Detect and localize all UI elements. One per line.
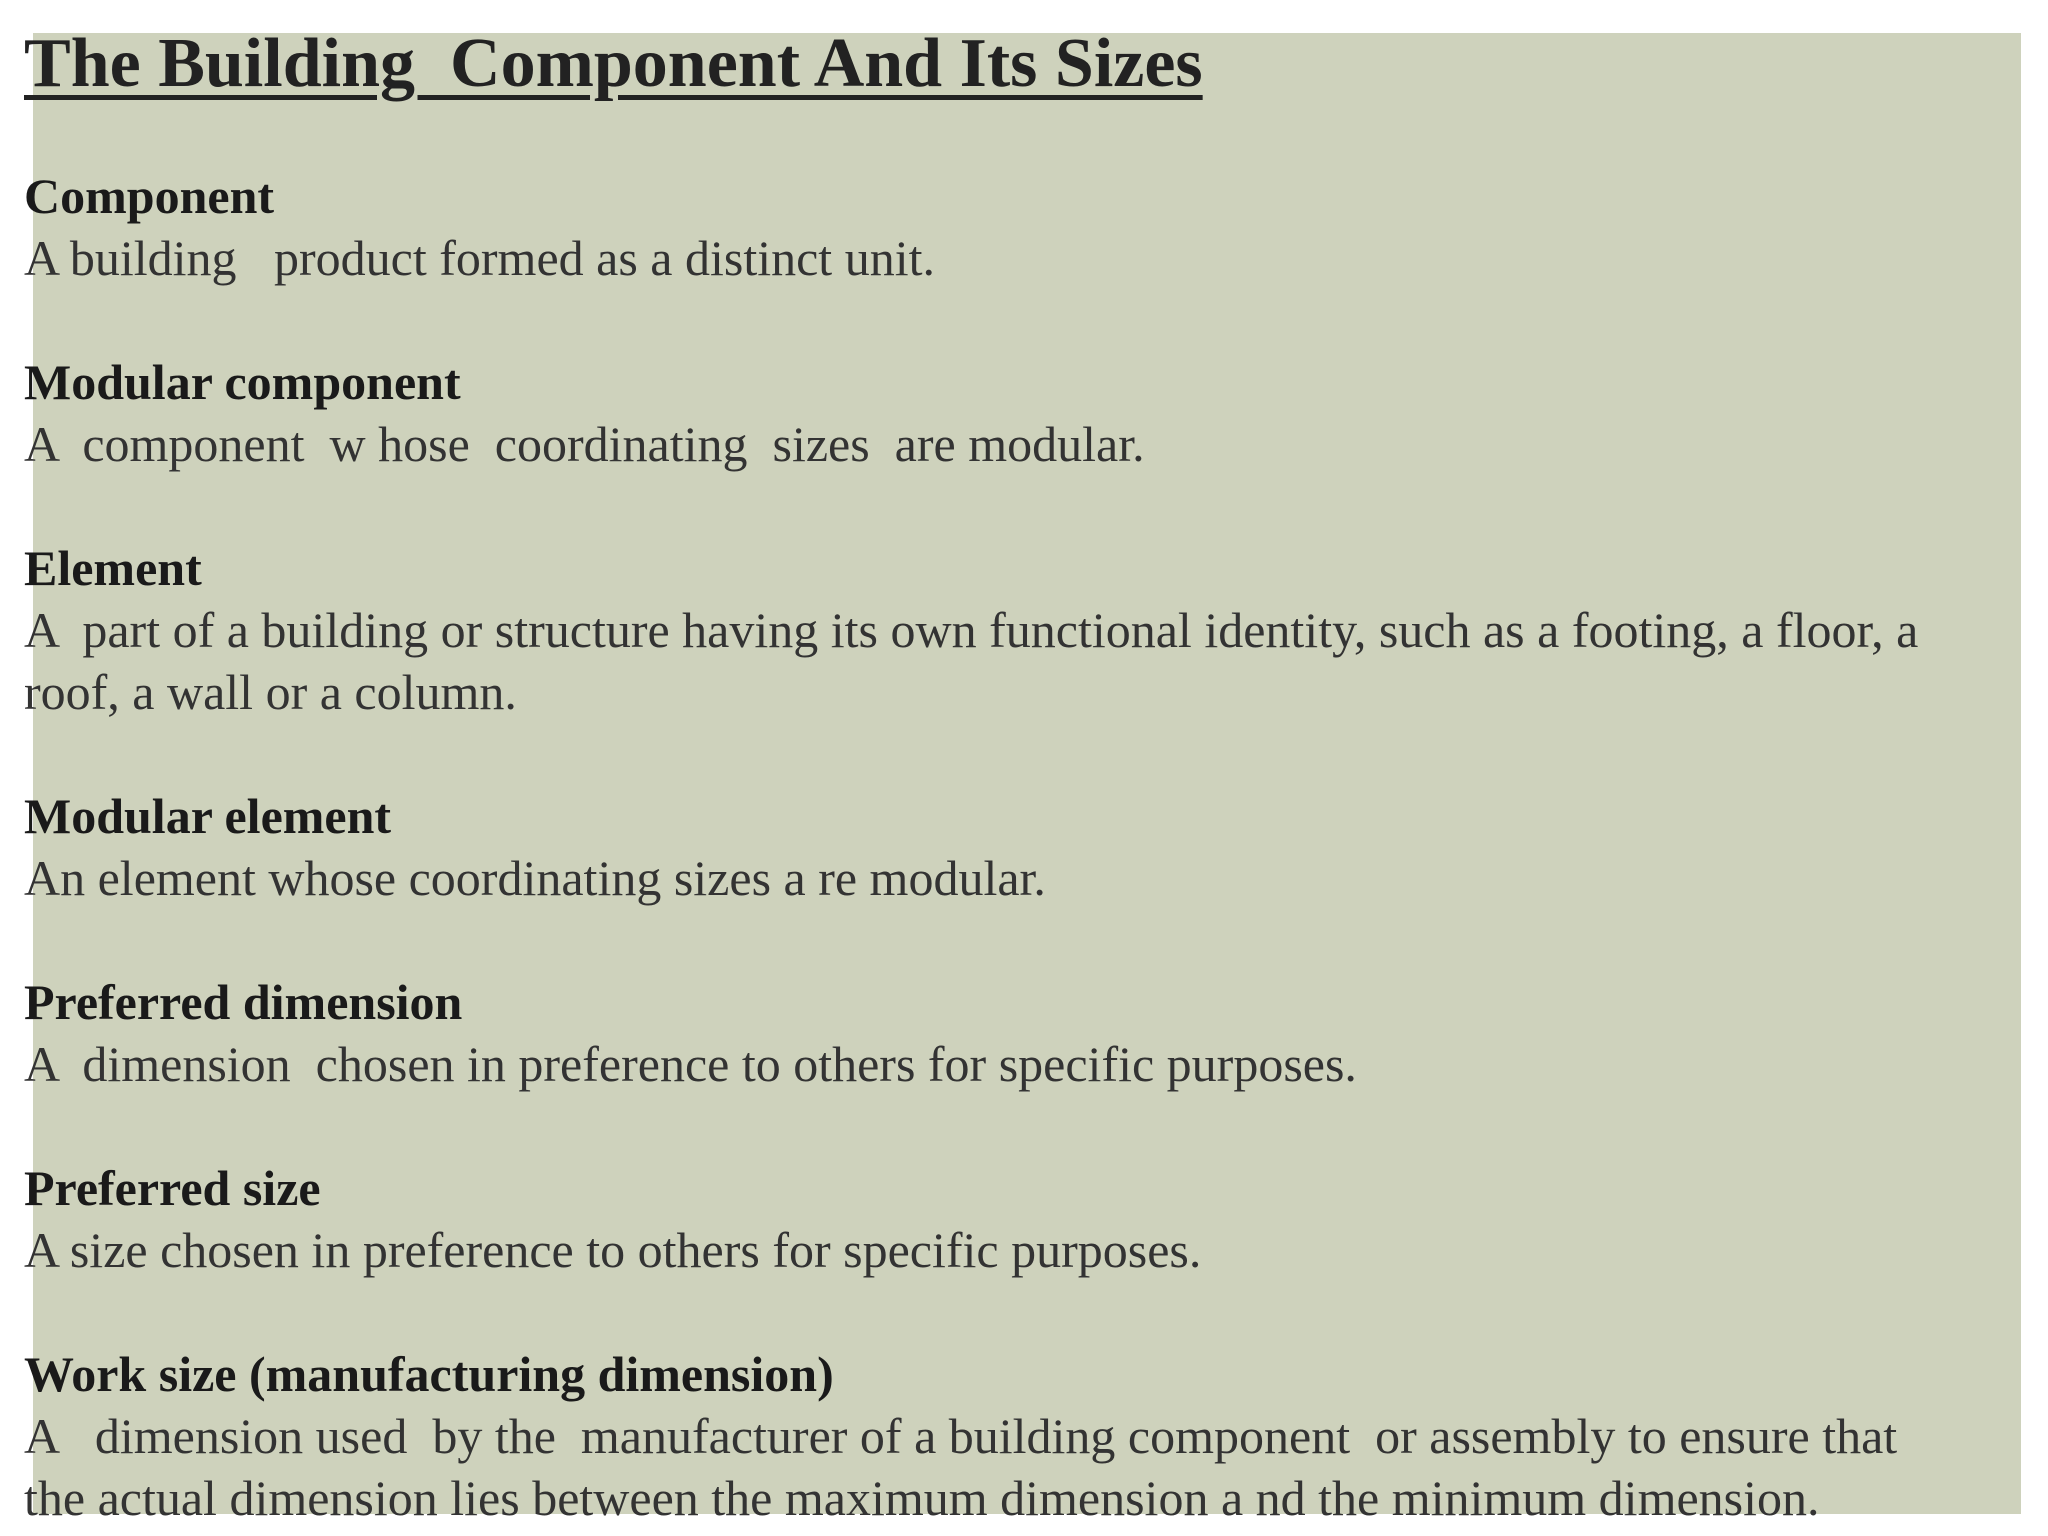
definition-entry-modular-element: [24, 785, 2004, 909]
definition-entry-work-size: [24, 1343, 2004, 1529]
term-definition: A size chosen in preference to others for specific purposes.: [24, 1222, 1202, 1278]
definition-entry-component: [24, 165, 2004, 289]
term-definition: A part of a building or structure having its own functional identity, such as a footing, a floor, a roof, a wall or a column.: [24, 602, 1919, 720]
term-heading: Component: [24, 168, 275, 224]
term-heading: Modular component: [24, 354, 461, 410]
page-title: The Building Component And Its Sizes: [24, 25, 1203, 102]
definition-entry-modular-component: [24, 351, 2004, 475]
slide: [24, 0, 2024, 1536]
term-definition: A building product formed as a distinct unit.: [24, 230, 935, 286]
definition-entry-preferred-size: [24, 1157, 2004, 1281]
term-heading: Element: [24, 540, 202, 596]
term-heading: Preferred size: [24, 1160, 321, 1216]
term-definition: A dimension chosen in preference to others for specific purposes.: [24, 1036, 1357, 1092]
term-definition: A dimension used by the manufacturer of a building component or assembly to ensure that the actual dimension lies between the maximum dimension a nd the minimum dimension.: [24, 1408, 1898, 1526]
term-heading: Work size (manufacturing dimension): [24, 1346, 834, 1402]
term-definition: A component w hose coordinating sizes are modular.: [24, 416, 1145, 472]
definition-entry-preferred-dimension: [24, 971, 2004, 1095]
term-heading: Modular element: [24, 788, 392, 844]
definition-entry-element: [24, 537, 2004, 723]
term-heading: Preferred dimension: [24, 974, 463, 1030]
term-definition: An element whose coordinating sizes a re modular.: [24, 850, 1046, 906]
